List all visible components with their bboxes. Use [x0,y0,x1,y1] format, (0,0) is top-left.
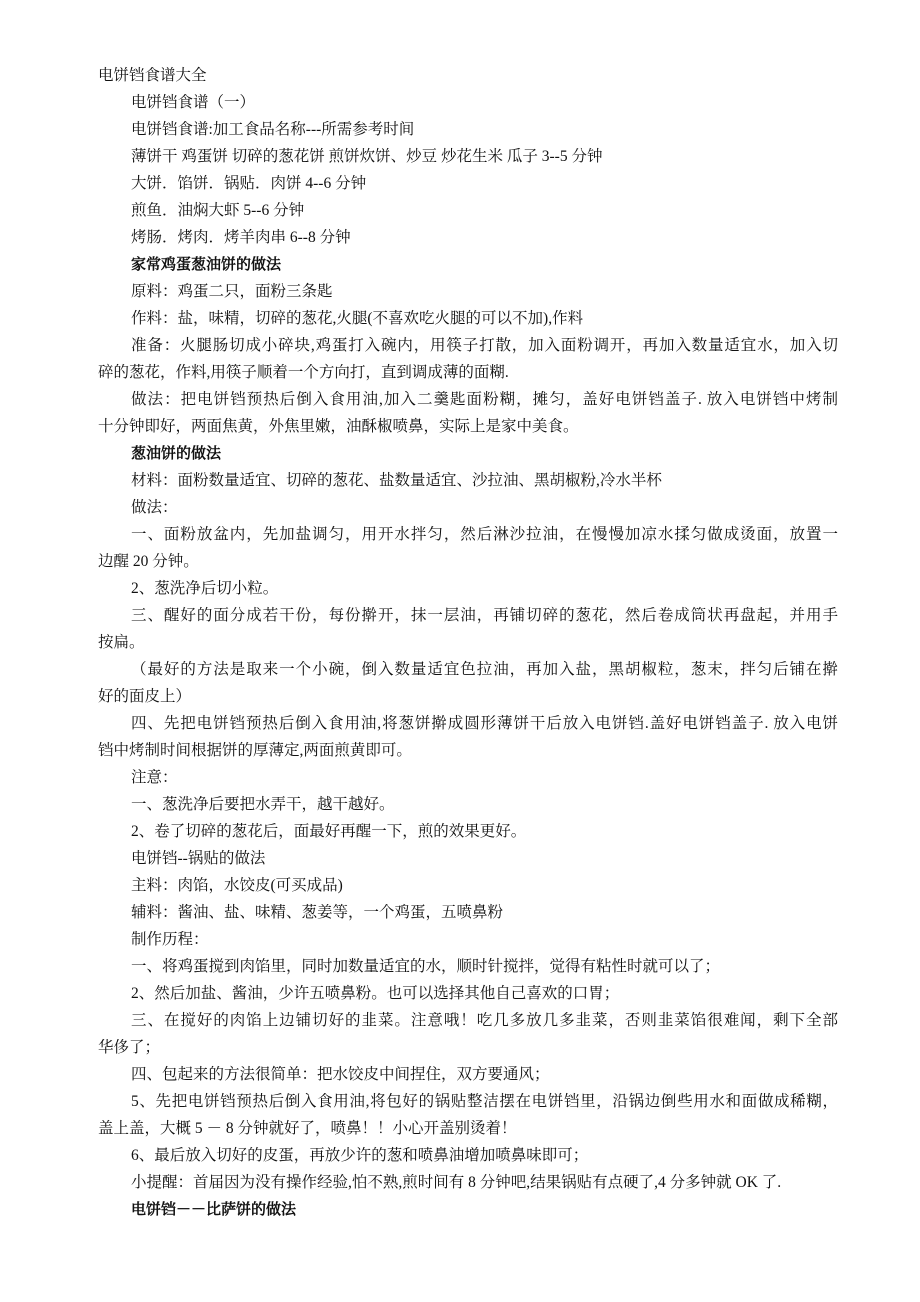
text-line: 2、卷了切碎的葱花后，面最好再醒一下，煎的效果更好。 [131,823,527,840]
text-line: 准备：火腿肠切成小碎块,鸡蛋打入碗内，用筷子打散，加入面粉调开，再加入数量适宜水，加入切 [131,337,838,354]
text-line: 材料：面粉数量适宜、切碎的葱花、盐数量适宜、沙拉油、黑胡椒粉,冷水半杯 [131,472,662,489]
text-line: 6、最后放入切好的皮蛋，再放少许的葱和喷鼻油增加喷鼻味即可； [131,1147,589,1164]
text-line: 一、葱洗净后要把水弄干，越干越好。 [131,796,395,813]
text-line: 铛中烤制时间根据饼的厚薄定,两面煎黄即可。 [98,742,412,759]
text-line: 薄饼干 鸡蛋饼 切碎的葱花饼 煎饼炊饼、炒豆 炒花生米 瓜子 3--5 分钟 [131,148,603,165]
text-line: 大饼．馅饼．锅贴．肉饼 4--6 分钟 [131,175,367,192]
text-line: 煎鱼．油焖大虾 5--6 分钟 [131,202,305,219]
section-heading: 家常鸡蛋葱油饼的做法 [131,255,282,273]
text-line: 烤肠．烤肉．烤羊肉串 6--8 分钟 [131,229,351,246]
document-body [98,89,838,1223]
text-line: 盖上盖，大概 5 － 8 分钟就好了，喷鼻！！小心开盖别烫着！ [98,1120,517,1137]
text-line: 电饼铛食谱（一） [131,94,256,111]
text-line: 好的面皮上） [98,688,192,705]
text-line: 一、面粉放盆内，先加盐调匀，用开水拌匀，然后淋沙拉油，在慢慢加凉水揉匀做成烫面，放置一 [131,526,838,543]
text-line: 四、包起来的方法很简单：把水饺皮中间捏住，双方要通风； [131,1066,550,1083]
text-line: 注意： [131,769,178,786]
text-line: 2、然后加盐、酱油，少许五喷鼻粉。也可以选择其他自己喜欢的口胃； [131,985,620,1002]
section-heading: 电饼铛－－比萨饼的做法 [131,1200,297,1218]
text-line: 做法：把电饼铛预热后倒入食用油,加入二羹匙面粉糊，摊匀，盖好电饼铛盖子. 放入电饼铛中烤制 [131,391,838,408]
text-line: 碎的葱花，作料,用筷子顺着一个方向打，直到调成薄的面糊. [98,364,509,381]
text-line: 电饼铛食谱:加工食品名称---所需参考时间 [131,121,415,138]
text-line: 小提醒：首届因为没有操作经验,怕不熟,煎时间有 8 分钟吧,结果锅贴有点硬了,4 分多钟就 OK 了. [131,1174,782,1191]
document-title: 电饼铛食谱大全 [98,67,207,84]
text-line: 辅料：酱油、盐、味精、葱姜等，一个鸡蛋，五喷鼻粉 [131,904,504,921]
text-line: 三、醒好的面分成若干份，每份擀开，抹一层油，再铺切碎的葱花，然后卷成筒状再盘起，并用手 [131,607,838,624]
text-line: 主料：肉馅，水饺皮(可买成品) [131,877,343,894]
text-line: 做法： [131,499,178,516]
text-line: 三、在搅好的肉馅上边铺切好的韭菜。注意哦！吃几多放几多韭菜，否则韭菜馅很难闻，剩下全部 [131,1012,838,1029]
text-line: 华侈了； [98,1039,161,1056]
text-line: 十分钟即好，两面焦黄，外焦里嫩，油酥椒喷鼻，实际上是家中美食。 [98,418,579,435]
text-line: 边醒 20 分钟。 [98,553,199,570]
text-line: 2、葱洗净后切小粒。 [131,580,279,597]
document-page [98,62,838,1223]
text-line: 按扁。 [98,634,145,651]
text-line: 四、先把电饼铛预热后倒入食用油,将葱饼擀成圆形薄饼干后放入电饼铛.盖好电饼铛盖子. 放入电饼 [131,715,838,732]
section-heading: 葱油饼的做法 [131,444,222,462]
text-line: 原料：鸡蛋二只，面粉三条匙 [131,283,333,300]
text-line: 作料：盐，味精，切碎的葱花,火腿(不喜欢吃火腿的可以不加),作料 [131,310,584,327]
text-line: （最好的方法是取来一个小碗，倒入数量适宜色拉油，再加入盐，黑胡椒粒，葱末，拌匀后铺在擀 [131,661,838,678]
text-line: 制作历程： [131,931,209,948]
text-line: 电饼铛--锅贴的做法 [131,850,266,867]
text-line: 5、先把电饼铛预热后倒入食用油,将包好的锅贴整洁摆在电饼铛里，沿锅边倒些用水和面做成稀糊， [131,1093,838,1110]
text-line: 一、将鸡蛋搅到肉馅里，同时加数量适宜的水，顺时针搅拌，觉得有粘性时就可以了； [131,958,721,975]
